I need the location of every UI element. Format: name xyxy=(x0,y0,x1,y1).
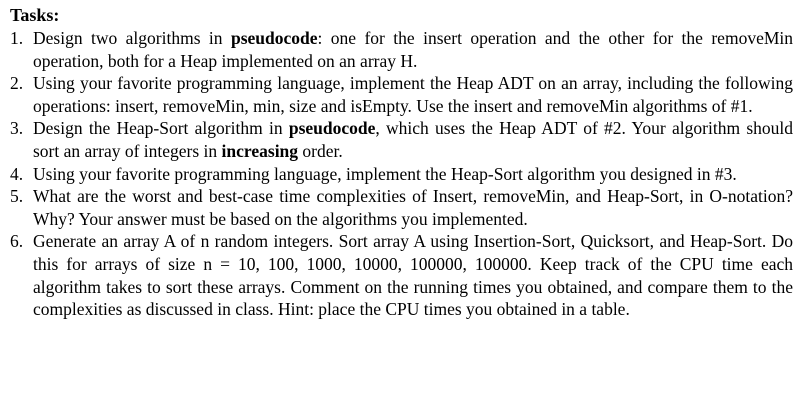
task-text-segment: Generate an array A of n random integers. Sort array A using Insertion-Sort, Quicksort, and Heap-Sort. Do this for arrays of size n = 10, 100, 1000, 10000, 100000, 100000. Keep track of the CPU time each algorithm takes to sort these arrays. Comment on the running times you obtained, and compare them to the complexities as discussed in class. Hint: place the CPU times you obtained in a table. xyxy=(33,231,793,320)
task-text xyxy=(33,164,737,184)
task-number: 1. xyxy=(10,28,24,48)
task-text-segment: , which uses the Heap ADT of #2. Your algorithm should sort an array of integers in xyxy=(33,118,793,161)
task-item-4 xyxy=(10,163,793,186)
bold-term: pseudocode xyxy=(230,28,318,48)
bold-term: increasing xyxy=(221,140,299,161)
task-number: 3. xyxy=(10,118,24,139)
task-item-6 xyxy=(10,230,793,320)
task-text-segment: Using your favorite programming language, implement the Heap ADT on an array, including the following operations: insert, removeMin, min, size and isEmpty. Use the insert and removeMin algorithms of #1. xyxy=(33,73,793,116)
task-list xyxy=(10,27,793,321)
task-number: 4. xyxy=(10,163,24,184)
task-text xyxy=(33,28,793,71)
task-number: 5. xyxy=(10,186,24,207)
task-text xyxy=(33,73,793,116)
task-item-1 xyxy=(10,27,793,72)
task-number: 2. xyxy=(10,73,24,94)
task-text-segment: order. xyxy=(298,140,343,161)
tasks-heading: Tasks: xyxy=(10,5,60,25)
task-text xyxy=(33,118,793,161)
task-number: 6. xyxy=(10,231,24,252)
task-item-3 xyxy=(10,117,793,162)
task-text-segment: What are the worst and best-case time complexities of Insert, removeMin, and Heap-Sort, in O-notation? Why? Your answer must be based on the algorithms you implemented. xyxy=(33,186,793,229)
task-text-segment: Design two algorithms in xyxy=(33,28,231,48)
task-text-segment: Design the Heap-Sort algorithm in xyxy=(33,118,289,139)
task-item-5 xyxy=(10,185,793,230)
task-text-segment: : one for the insert operation and the other for the removeMin operation, both for a Heap implemented on an array H. xyxy=(33,28,794,71)
task-item-2 xyxy=(10,72,793,117)
task-text xyxy=(33,186,793,229)
task-text-segment: Using your favorite programming language, implement the Heap-Sort algorithm you designed in #3. xyxy=(33,163,737,184)
bold-term: pseudocode xyxy=(288,118,376,139)
task-text xyxy=(33,231,793,319)
